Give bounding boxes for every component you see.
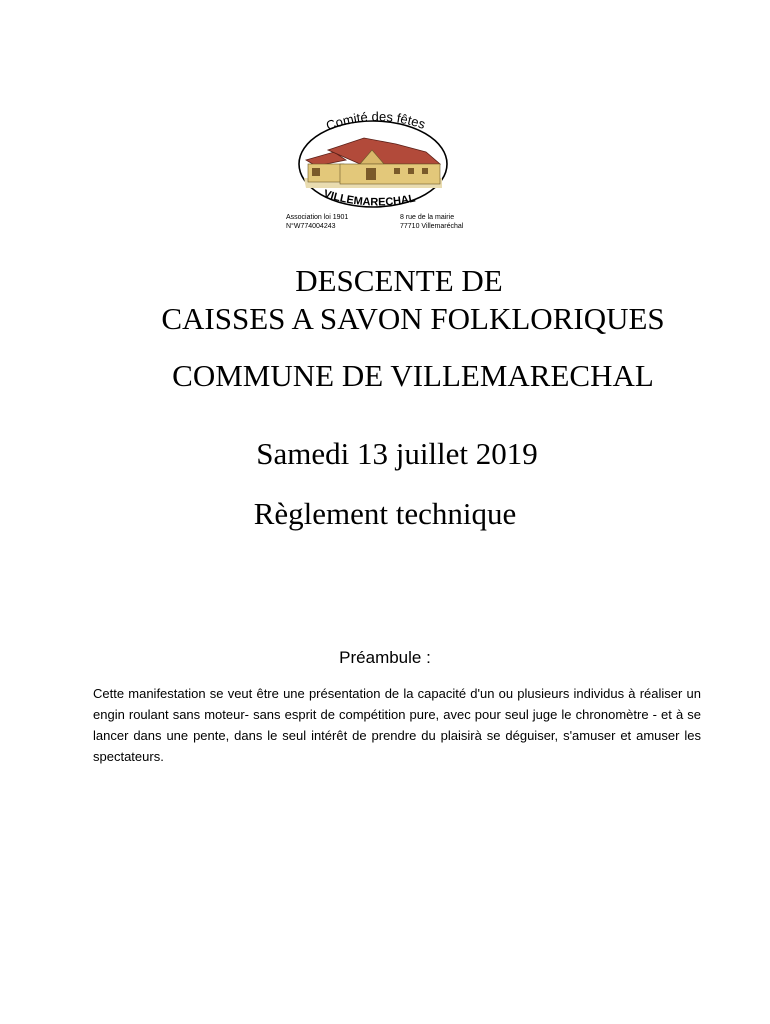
comite-des-fetes-logo: [276, 108, 502, 232]
title-line-1: DESCENTE DE: [295, 263, 503, 298]
event-date: Samedi 13 juillet 2019: [256, 436, 538, 471]
document-subtitle: Règlement technique: [253, 496, 517, 531]
title-line-3: COMMUNE DE VILLEMARECHAL: [172, 358, 654, 393]
logo-graphic: [276, 108, 502, 232]
logo-association-text: Association loi 1901: [286, 214, 349, 221]
logo-top-text: Comité des fêtes: [324, 108, 428, 134]
preamble-heading: Préambule :: [339, 648, 431, 667]
preamble-paragraph: Cette manifestation se veut être une présentation de la capacité d'un ou plusieurs individus à réaliser un engin roulant sans moteur- sans esprit de compétition pure, avec pour seul juge le chronomètre - et à se lancer dans une pente, dans le seul intérêt de prendre du plaisirà se déguiser, s'amuser et amuser les spectateurs.: [93, 686, 701, 764]
logo-city-text: 77710 Villemaréchal: [400, 223, 464, 230]
logo-banner-text: VILLEMARECHAL: [322, 187, 417, 209]
logo-address-text: 8 rue de la mairie: [400, 214, 455, 221]
logo-number-text: N°W774004243: [286, 223, 336, 230]
title-line-2: CAISSES A SAVON FOLKLORIQUES: [161, 301, 665, 336]
